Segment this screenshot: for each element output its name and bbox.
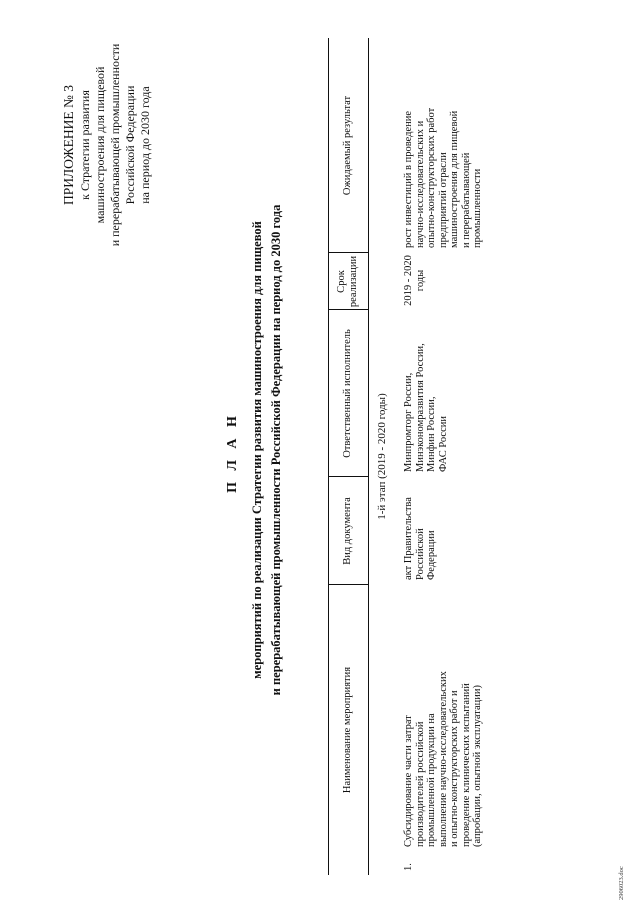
cell-line: выполнение научно-исследовательских <box>437 671 449 847</box>
header-deadline-line: Срок <box>336 270 347 293</box>
row-number: 1. <box>403 863 414 871</box>
header-result: Ожидаемый результат <box>342 95 353 196</box>
cell-name <box>403 585 484 847</box>
cell-line: предприятий отрасли <box>437 152 449 248</box>
plan-subtitle-line: мероприятий по реализации Стратегии развития машиностроения для пищевой <box>250 221 264 679</box>
cell-doc-type <box>403 478 438 580</box>
header-executor: Ответственный исполнитель <box>342 329 353 458</box>
cell-line: и опытно-конструкторских работ и <box>449 690 460 847</box>
footer-doc-code: 2906023.doc <box>618 866 625 900</box>
appendix-line: и перерабатывающей промышленности <box>108 43 122 247</box>
cell-line: проведение клинических испытаний <box>460 683 472 847</box>
cell-line: акт Правительства <box>403 497 414 580</box>
appendix-line: машиностроения для пищевой <box>93 66 107 224</box>
header-deadline-line: реализации <box>348 255 359 308</box>
header-name: Наименование мероприятия <box>342 666 353 794</box>
cell-line: (апробации, опытной эксплуатации) <box>472 685 483 847</box>
appendix-line: на период до 2030 года <box>138 86 152 204</box>
cell-line: рост инвестиций в проведение <box>403 110 414 248</box>
cell-line: ФАС России <box>437 416 449 472</box>
plan-subtitle-line: и перерабатывающей промышленности Российской Федерации на период до 2030 года <box>269 204 283 696</box>
cell-line: Минэкономразвития России, <box>414 343 426 472</box>
cell-line: Федерации <box>426 530 437 580</box>
cell-line: машиностроения для пищевой <box>449 110 460 248</box>
cell-line: годы <box>414 269 426 292</box>
cell-line: Минпромторг России, <box>403 372 414 472</box>
header-deadline <box>328 253 368 310</box>
header-doc-type: Вид документа <box>342 497 353 565</box>
cell-line: Минфин России, <box>426 396 437 472</box>
plan-title: П Л А Н <box>225 412 240 493</box>
plan-table <box>328 38 628 875</box>
cell-line: и перерабатывающей <box>460 152 472 248</box>
appendix-heading: ПРИЛОЖЕНИЕ № 3 <box>61 84 76 206</box>
cell-line: промышленности <box>472 168 483 248</box>
cell-line: Российской <box>414 528 426 580</box>
cell-line: опытно-конструкторских работ <box>426 107 437 248</box>
cell-deadline <box>403 253 426 308</box>
cell-line: производителей российской <box>414 721 426 847</box>
plan-subtitle <box>248 90 286 810</box>
table-rule <box>368 38 369 875</box>
appendix-line: Российской Федерации <box>123 85 137 205</box>
cell-executor <box>403 312 449 472</box>
cell-result <box>403 38 484 248</box>
appendix-line: к Стратегии развития <box>78 90 92 200</box>
appendix-block <box>60 10 153 280</box>
cell-line: Субсидирование части затрат <box>403 715 414 847</box>
stage-label: 1-й этап (2019 - 2020 годы) <box>376 393 388 520</box>
cell-line: 2019 - 2020 <box>403 255 414 306</box>
cell-line: научно-исследовательских и <box>414 120 426 248</box>
cell-line: промышленной продукции на <box>426 713 437 847</box>
